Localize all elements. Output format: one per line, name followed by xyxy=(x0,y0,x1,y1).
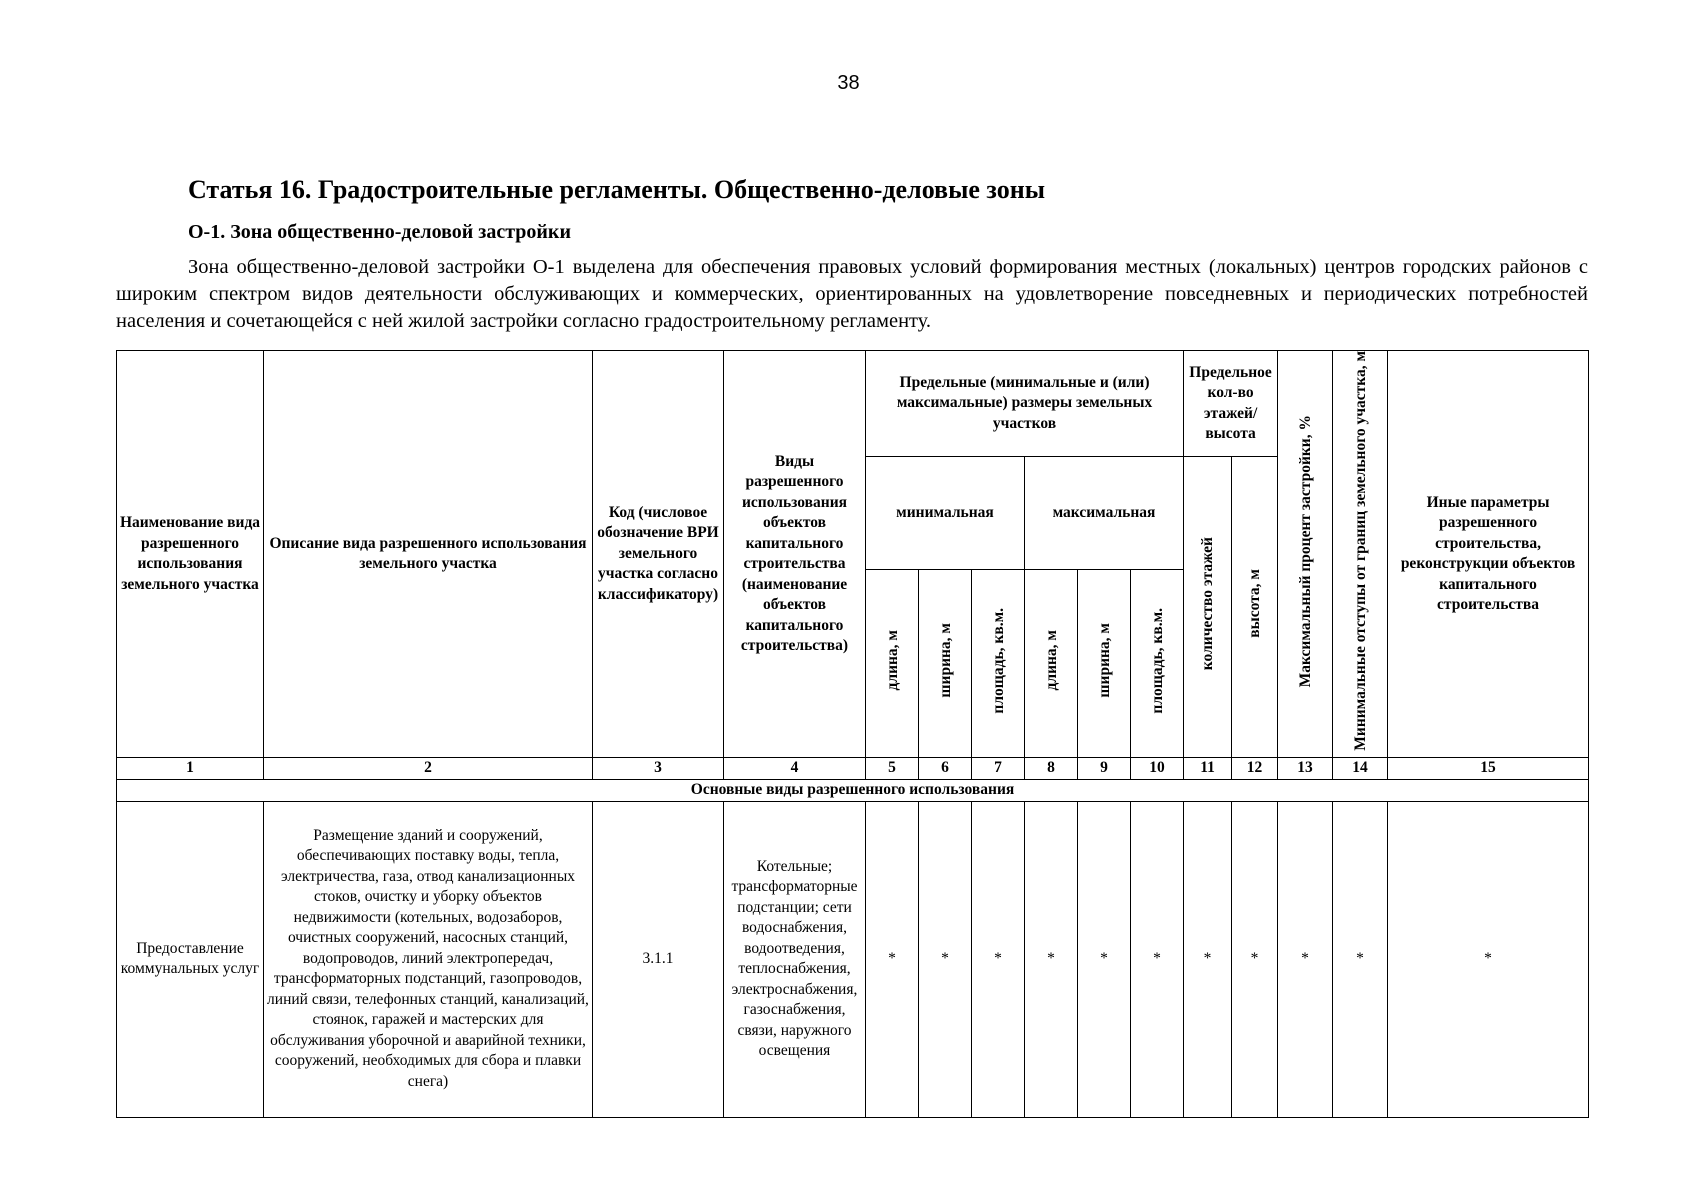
column-number-row xyxy=(117,758,1589,780)
column-number: 11 xyxy=(1184,758,1232,780)
header-floor-count: количество этажей xyxy=(1184,457,1232,758)
column-number: 6 xyxy=(919,758,972,780)
column-number: 8 xyxy=(1025,758,1078,780)
column-number: 4 xyxy=(724,758,866,780)
table-row xyxy=(117,801,1589,1117)
column-number: 14 xyxy=(1333,758,1388,780)
section-title: Основные виды разрешенного использования xyxy=(117,780,1589,802)
column-number: 1 xyxy=(117,758,264,780)
column-number: 15 xyxy=(1388,758,1589,780)
row-value: * xyxy=(1025,801,1078,1117)
row-value: * xyxy=(866,801,919,1117)
header-other-params: Иные параметры разрешенного строительства, реконструкции объектов капитального строительства xyxy=(1388,351,1589,758)
column-number: 2 xyxy=(264,758,593,780)
column-number: 3 xyxy=(593,758,724,780)
column-number: 5 xyxy=(866,758,919,780)
column-number: 13 xyxy=(1278,758,1333,780)
row-code: 3.1.1 xyxy=(593,801,724,1117)
header-min-setback: Минимальные отступы от границ земельного участка, м xyxy=(1333,351,1388,758)
header-minimal: минимальная xyxy=(866,457,1025,570)
article-title: Статья 16. Градостроительные регламенты. Общественно-деловые зоны xyxy=(188,175,1045,204)
header-max-percent: Максимальный процент застройки, % xyxy=(1278,351,1333,758)
page-number: 38 xyxy=(837,72,860,94)
row-name: Предоставление коммунальных услуг xyxy=(117,801,264,1117)
header-max-length: длина, м xyxy=(1025,570,1078,758)
header-min-width: ширина, м xyxy=(919,570,972,758)
header-max-area: площадь, кв.м. xyxy=(1131,570,1184,758)
row-value: * xyxy=(1388,801,1589,1117)
header-description: Описание вида разрешенного использования земельного участка xyxy=(264,351,593,758)
row-value: * xyxy=(1078,801,1131,1117)
row-description: Размещение зданий и сооружений, обеспечивающих поставку воды, тепла, электричества, газа, отвод канализационных стоков, очистку и уборку объектов недвижимости (котельных, водозаборов, очистных сооружений, насосных станций, водопроводов, линий электропередач, трансформаторных подстанций, газопроводов, линий связи, телефонных станций, канализаций, стоянок, гаражей и мастерских для обслуживания уборочной и аварийной техники, сооружений, необходимых для сбора и плавки снега) xyxy=(264,801,593,1117)
header-name: Наименование вида разрешенного использования земельного участка xyxy=(117,351,264,758)
row-value: * xyxy=(972,801,1025,1117)
header-min-area: площадь, кв.м. xyxy=(972,570,1025,758)
column-number: 12 xyxy=(1232,758,1278,780)
row-value: * xyxy=(1131,801,1184,1117)
regulation-table xyxy=(116,350,1589,1118)
row-value: * xyxy=(1278,801,1333,1117)
header-floors: Предельное кол-во этажей/ высота xyxy=(1184,351,1278,457)
column-number: 9 xyxy=(1078,758,1131,780)
column-number: 7 xyxy=(972,758,1025,780)
header-code: Код (числовое обозначение ВРИ земельного участка согласно классификатору) xyxy=(593,351,724,758)
header-min-length: длина, м xyxy=(866,570,919,758)
header-plot-sizes: Предельные (минимальные и (или) максимальные) размеры земельных участков xyxy=(866,351,1184,457)
row-capital-objects: Котельные; трансформаторные подстанции; сети водоснабжения, водоотведения, теплоснабжения, электроснабжения, газоснабжения, связи, наружного освещения xyxy=(724,801,866,1117)
column-number: 10 xyxy=(1131,758,1184,780)
header-capital-objects: Виды разрешенного использования объектов капитального строительства (наименование объектов капитального строительства) xyxy=(724,351,866,758)
row-value: * xyxy=(1333,801,1388,1117)
header-height: высота, м xyxy=(1232,457,1278,758)
row-value: * xyxy=(919,801,972,1117)
zone-description: Зона общественно-деловой застройки О-1 выделена для обеспечения правовых условий формирования местных (локальных) центров городских районов с широким спектром видов деятельности обслуживающих и коммерческих, ориентированных на удовлетворение повседневных и периодических потребностей населения и сочетающейся с ней жилой застройки согласно градостроительному регламенту. xyxy=(116,256,1588,332)
row-value: * xyxy=(1184,801,1232,1117)
zone-title: О-1. Зона общественно-деловой застройки xyxy=(188,221,571,243)
header-max-width: ширина, м xyxy=(1078,570,1131,758)
row-value: * xyxy=(1232,801,1278,1117)
header-maximal: максимальная xyxy=(1025,457,1184,570)
